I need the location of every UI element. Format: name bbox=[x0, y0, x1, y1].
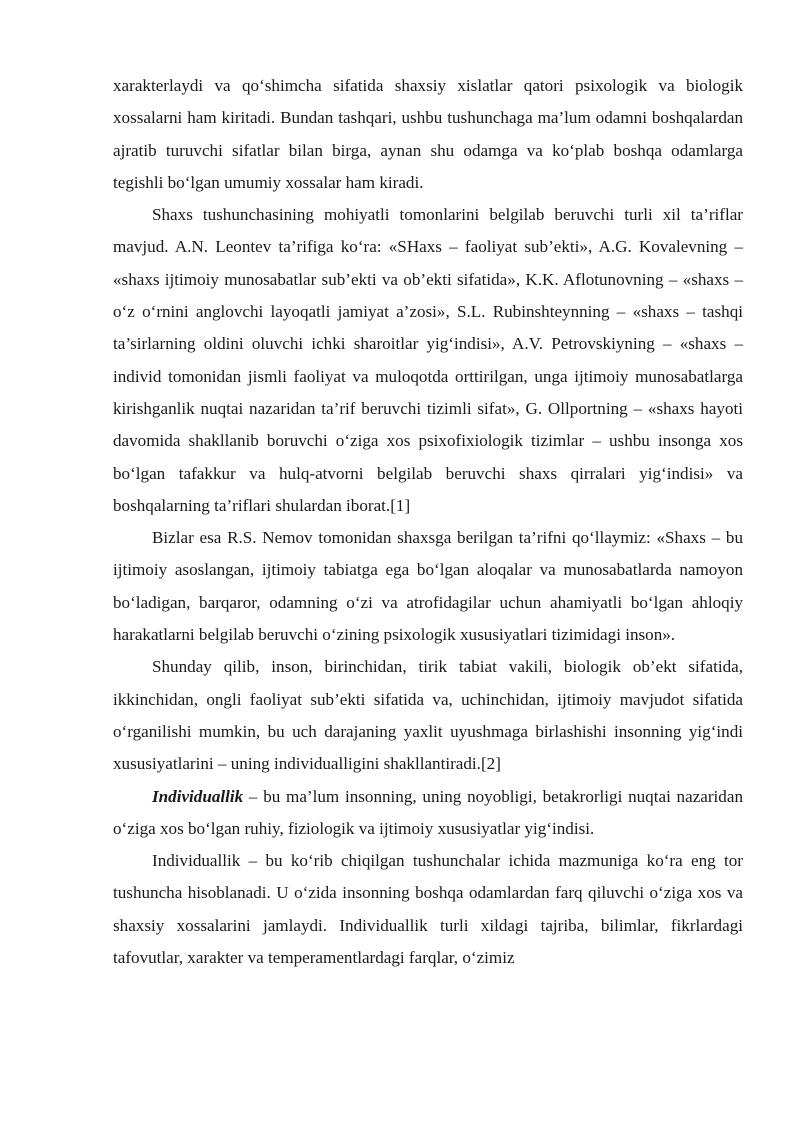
paragraph-6: Individuallik – bu ko‘rib chiqilgan tushunchalar ichida mazmuniga ko‘ra eng tor tushuncha hisoblanadi. U o‘zida insonning boshqa odamlardan farq qiluvchi o‘ziga xos va shaxsiy xossalarini jamlaydi. Individuallik turli xildagi tajriba, bilimlar, fikrlardagi tafovutlar, xarakter va temperamentlardagi farqlar, o‘zimiz bbox=[113, 851, 743, 968]
term-individuallik: Individuallik bbox=[152, 786, 244, 806]
paragraph-3: Bizlar esa R.S. Nemov tomonidan shaxsga berilgan ta’rifni qo‘llaymiz: «Shaxs – bu ijtimoiy asoslangan, ijtimoiy tabiatga ega bo‘lgan aloqalar va munosabatlarda namoyon bo‘ladigan, barqaror, odamning o‘zi va atrofidagilar uchun ahamiyatli bo‘lgan ahloqiy harakatlarni belgilab beruvchi o‘zining psixologik xususiyatlari tizimidagi inson». bbox=[113, 528, 743, 645]
paragraph-5 bbox=[113, 781, 743, 846]
paragraph-1: xarakterlaydi va qo‘shimcha sifatida shaxsiy xislatlar qatori psixologik va biologik xossalarni ham kiritadi. Bundan tashqari, ushbu tushunchaga ma’lum odamni boshqalardan ajratib turuvchi sifatlar bilan birga, aynan shu odamga va ko‘plab boshqa odamlarga tegishli bo‘lgan umumiy xossalar ham kiradi. bbox=[113, 76, 743, 192]
paragraph-2: Shaxs tushunchasining mohiyatli tomonlarini belgilab beruvchi turli xil ta’riflar mavjud. A.N. Leontev ta’rifiga ko‘ra: «SHaxs – faoliyat sub’ekti», A.G. Kovalevning – «shaxs ijtimoiy munosabatlar sub’ekti va ob’ekti sifatida», K.K. Aflotunovning – «shaxs – o‘z o‘rnini anglovchi layoqatli jamiyat a’zosi», S.L. Rubinshteynning – «shaxs – tashqi ta’sirlarning oldini oluvchi ichki sharoitlar yig‘indisi», A.V. Petrovskiyning – «shaxs – individ tomonidan jismli faoliyat va muloqotda orttirilgan, unga ijtimoiy munosabatlarga kirishganlik nuqtai nazaridan ta’rif beruvchi tizimli sifat», G. Ollportning – «shaxs hayoti davomida shakllanib boruvchi o‘ziga xos psixofixiologik tizimlar – ushbu insonga xos bo‘lgan tafakkur va hulq-atvorni belgilab beruvchi shaxs qirralari yig‘indisi» va boshqalarning ta’riflari shulardan iborat.[1] bbox=[113, 205, 743, 515]
paragraph-5-body: – bu ma’lum insonning, uning noyobligi, betakrorligi nuqtai nazaridan o‘ziga xos bo‘lgan ruhiy, fiziologik va ijtimoiy xususiyatlar yig‘indisi. bbox=[113, 786, 743, 838]
document-page bbox=[113, 70, 743, 974]
paragraph-4: Shunday qilib, inson, birinchidan, tirik tabiat vakili, biologik ob’ekt sifatida, ikkinchidan, ongli faoliyat sub’ekti sifatida va, uchinchidan, ijtimoiy mavjudot sifatida o‘rganilishi mumkin, bu uch darajaning yaxlit uyushmaga birlashishi insonning yig‘indi xususiyatlarini – uning individualligini shakllantiradi.[2] bbox=[113, 657, 743, 774]
